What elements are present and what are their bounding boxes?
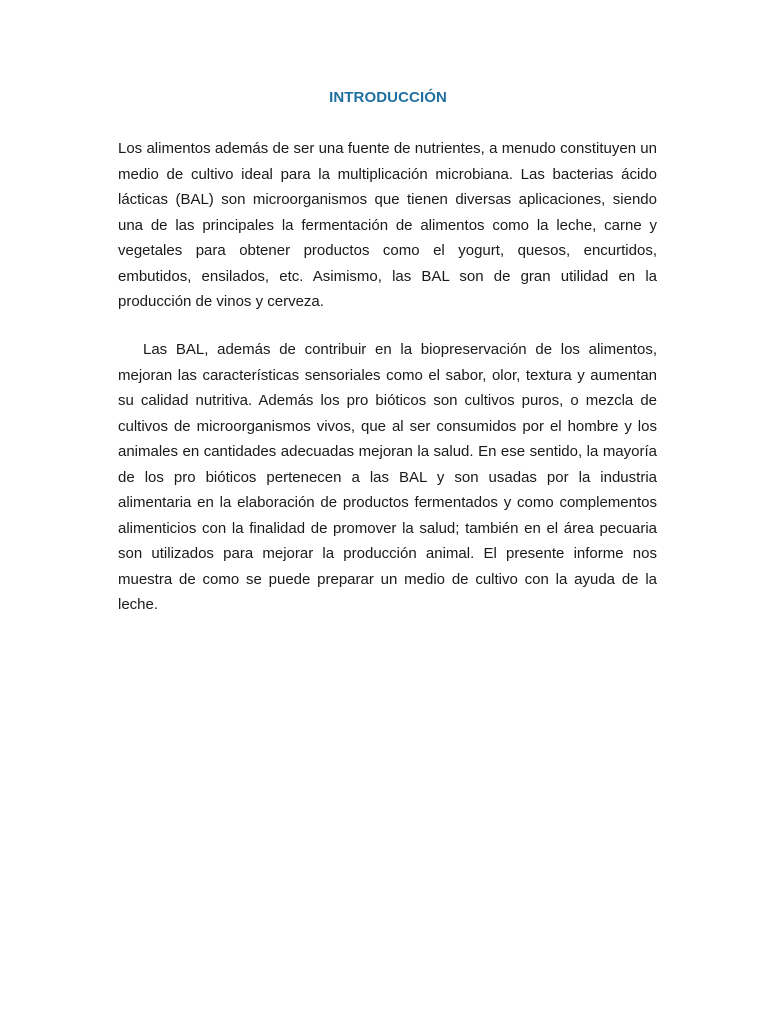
paragraph-2: Las BAL, además de contribuir en la biopreservación de los alimentos, mejoran las características sensoriales como el sabor, olor, textura y aumentan su calidad nutritiva. Además los pro bióticos son cultivos puros, o mezcla de cultivos de microorganismos vivos, que al ser consumidos por el hombre y los animales en cantidades adecuadas mejoran la salud. En ese sentido, la mayoría de los pro bióticos pertenecen a las BAL y son usadas por la industria alimentaria en la elaboración de productos fermentados y como complementos alimenticios con la finalidad de promover la salud; también en el área pecuaria son utilizados para mejorar la producción animal. El presente informe nos muestra de como se puede preparar un medio de cultivo con la ayuda de la leche.	[118, 341, 657, 613]
page-title: INTRODUCCIÓN	[329, 89, 447, 106]
paragraph-1: Los alimentos además de ser una fuente de nutrientes, a menudo constituyen un medio de cultivo ideal para la multiplicación microbiana. Las bacterias ácido lácticas (BAL) son microorganismos que tienen diversas aplicaciones, siendo una de las principales la fermentación de alimentos como la leche, carne y vegetales para obtener productos como el yogurt, quesos, encurtidos, embutidos, ensilados, etc. Asimismo, las BAL son de gran utilidad en la producción de vinos y cerveza.	[118, 140, 657, 310]
